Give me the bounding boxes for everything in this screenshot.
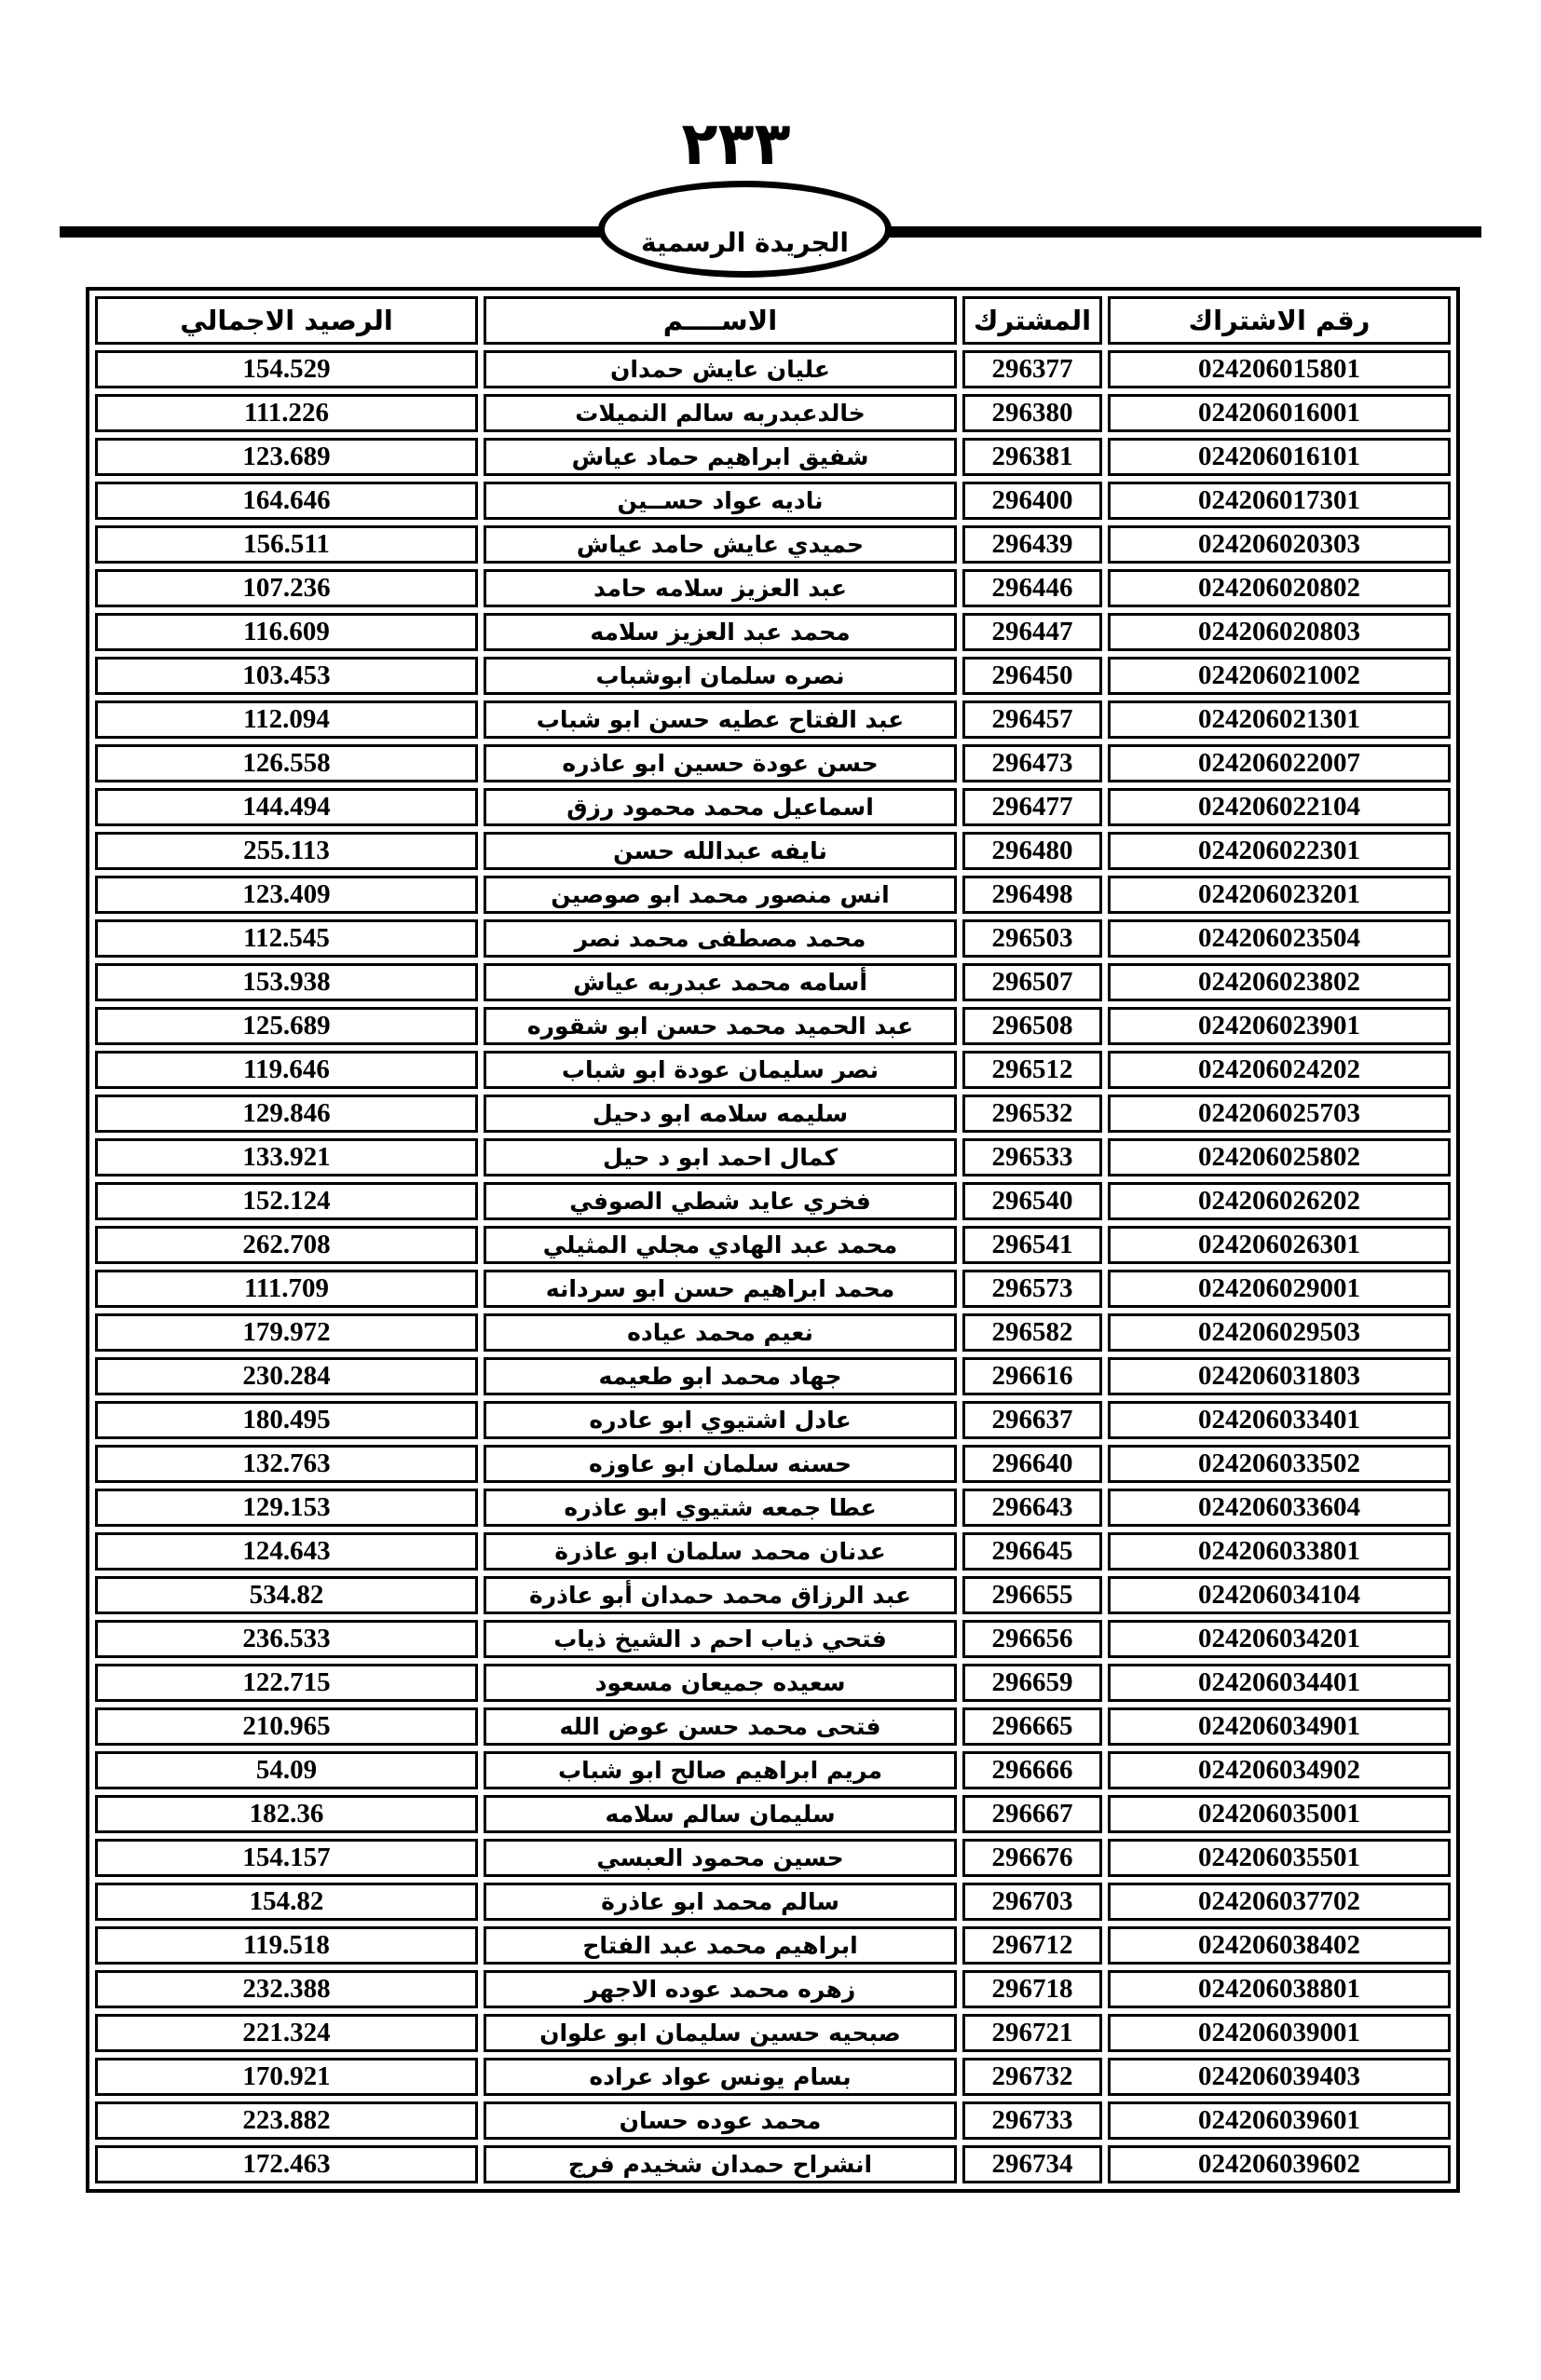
- cell-subscriber: 296655: [962, 1576, 1102, 1614]
- cell-subscription-no: 024206033502: [1108, 1445, 1451, 1483]
- table-row: [95, 394, 1451, 432]
- cell-name: سليمه سلامه ابو دحيل: [484, 1095, 957, 1133]
- cell-name: انس منصور محمد ابو صوصين: [484, 876, 957, 914]
- cell-subscription-no: 024206024202: [1108, 1051, 1451, 1089]
- cell-total-balance: 152.124: [95, 1182, 478, 1220]
- cell-total-balance: 170.921: [95, 2058, 478, 2096]
- table-row: [95, 832, 1451, 870]
- cell-total-balance: 103.453: [95, 657, 478, 695]
- cell-subscriber: 296541: [962, 1226, 1102, 1264]
- cell-total-balance: 154.157: [95, 1839, 478, 1877]
- cell-total-balance: 124.643: [95, 1532, 478, 1571]
- cell-name: فخري عايد شطي الصوفي: [484, 1182, 957, 1220]
- table-row: [95, 2145, 1451, 2183]
- cell-subscriber: 296645: [962, 1532, 1102, 1571]
- table-row: [95, 919, 1451, 958]
- cell-name: عبد الحميد محمد حسن ابو شقوره: [484, 1007, 957, 1045]
- cell-subscriber: 296637: [962, 1401, 1102, 1439]
- cell-name: خالدعبدربه سالم النميلات: [484, 394, 957, 432]
- table-row: [95, 613, 1451, 651]
- cell-subscriber: 296507: [962, 963, 1102, 1001]
- cell-name: حسنه سلمان ابو عاوزه: [484, 1445, 957, 1483]
- table-row: [95, 2058, 1451, 2096]
- header-total-balance: الرصيد الاجمالي: [95, 296, 478, 345]
- cell-total-balance: 111.226: [95, 394, 478, 432]
- cell-name: عبد العزيز سلامه حامد: [484, 569, 957, 607]
- cell-subscription-no: 024206038402: [1108, 1926, 1451, 1965]
- cell-total-balance: 255.113: [95, 832, 478, 870]
- cell-subscriber: 296447: [962, 613, 1102, 651]
- cell-subscriber: 296666: [962, 1751, 1102, 1789]
- table-row: [95, 1226, 1451, 1264]
- cell-subscription-no: 024206025802: [1108, 1138, 1451, 1176]
- cell-subscription-no: 024206020803: [1108, 613, 1451, 651]
- table-row: [95, 1707, 1451, 1746]
- table-row: [95, 1313, 1451, 1352]
- cell-total-balance: 221.324: [95, 2014, 478, 2052]
- cell-subscriber: 296532: [962, 1095, 1102, 1133]
- cell-name: زهره محمد عوده الاجهر: [484, 1970, 957, 2008]
- cell-subscriber: 296656: [962, 1620, 1102, 1658]
- cell-total-balance: 156.511: [95, 525, 478, 564]
- cell-total-balance: 223.882: [95, 2101, 478, 2140]
- cell-subscription-no: 024206039602: [1108, 2145, 1451, 2183]
- cell-name: سالم محمد ابو عاذرة: [484, 1883, 957, 1921]
- table-row: [95, 700, 1451, 739]
- cell-name: عادل اشتيوي ابو عادره: [484, 1401, 957, 1439]
- cell-total-balance: 126.558: [95, 744, 478, 782]
- cell-subscriber: 296512: [962, 1051, 1102, 1089]
- cell-total-balance: 119.518: [95, 1926, 478, 1965]
- cell-name: محمد عوده حسان: [484, 2101, 957, 2140]
- cell-subscription-no: 024206016001: [1108, 394, 1451, 432]
- cell-name: عبد الرزاق محمد حمدان أبو عاذرة: [484, 1576, 957, 1614]
- cell-subscriber: 296446: [962, 569, 1102, 607]
- table-row: [95, 963, 1451, 1001]
- table-row: [95, 569, 1451, 607]
- header-name: الاســــم: [484, 296, 957, 345]
- cell-total-balance: 107.236: [95, 569, 478, 607]
- table-row: [95, 657, 1451, 695]
- cell-name: أسامه محمد عبدربه عياش: [484, 963, 957, 1001]
- cell-subscription-no: 024206020303: [1108, 525, 1451, 564]
- table-row: [95, 1576, 1451, 1614]
- cell-subscriber: 296503: [962, 919, 1102, 958]
- cell-total-balance: 112.094: [95, 700, 478, 739]
- cell-subscription-no: 024206034401: [1108, 1664, 1451, 1702]
- cell-total-balance: 182.36: [95, 1795, 478, 1833]
- cell-total-balance: 129.153: [95, 1489, 478, 1527]
- header-subscription-no: رقم الاشتراك: [1108, 296, 1451, 345]
- table-row: [95, 1095, 1451, 1133]
- cell-subscriber: 296676: [962, 1839, 1102, 1877]
- cell-subscription-no: 024206035501: [1108, 1839, 1451, 1877]
- cell-subscriber: 296457: [962, 700, 1102, 739]
- cell-total-balance: 111.709: [95, 1270, 478, 1308]
- subscriptions-table: [86, 287, 1460, 2193]
- table-row: [95, 438, 1451, 476]
- cell-subscriber: 296659: [962, 1664, 1102, 1702]
- cell-name: محمد ابراهيم حسن ابو سردانه: [484, 1270, 957, 1308]
- cell-total-balance: 123.689: [95, 438, 478, 476]
- cell-total-balance: 125.689: [95, 1007, 478, 1045]
- cell-subscription-no: 024206022104: [1108, 788, 1451, 826]
- table-row: [95, 744, 1451, 782]
- cell-subscriber: 296643: [962, 1489, 1102, 1527]
- cell-subscriber: 296439: [962, 525, 1102, 564]
- cell-subscriber: 296477: [962, 788, 1102, 826]
- cell-name: ناديه عواد حســين: [484, 482, 957, 520]
- cell-name: صبحيه حسين سليمان ابو علوان: [484, 2014, 957, 2052]
- cell-total-balance: 54.09: [95, 1751, 478, 1789]
- table-row: [95, 1795, 1451, 1833]
- cell-name: عبد الفتاح عطيه حسن ابو شباب: [484, 700, 957, 739]
- cell-name: شفيق ابراهيم حماد عياش: [484, 438, 957, 476]
- table-row: [95, 1007, 1451, 1045]
- cell-total-balance: 172.463: [95, 2145, 478, 2183]
- cell-total-balance: 179.972: [95, 1313, 478, 1352]
- cell-total-balance: 534.82: [95, 1576, 478, 1614]
- cell-total-balance: 112.545: [95, 919, 478, 958]
- cell-subscription-no: 024206031803: [1108, 1357, 1451, 1395]
- table-header-row: [95, 296, 1451, 345]
- cell-subscription-no: 024206015801: [1108, 350, 1451, 388]
- cell-subscription-no: 024206023504: [1108, 919, 1451, 958]
- cell-name: مريم ابراهيم صالح ابو شباب: [484, 1751, 957, 1789]
- cell-subscriber: 296667: [962, 1795, 1102, 1833]
- table-row: [95, 1489, 1451, 1527]
- cell-total-balance: 232.388: [95, 1970, 478, 2008]
- cell-subscriber: 296582: [962, 1313, 1102, 1352]
- cell-total-balance: 123.409: [95, 876, 478, 914]
- cell-subscription-no: 024206021301: [1108, 700, 1451, 739]
- cell-total-balance: 230.284: [95, 1357, 478, 1395]
- cell-name: فتحى محمد حسن عوض الله: [484, 1707, 957, 1746]
- table-row: [95, 525, 1451, 564]
- cell-subscription-no: 024206021002: [1108, 657, 1451, 695]
- cell-subscription-no: 024206035001: [1108, 1795, 1451, 1833]
- cell-name: نايفه عبدالله حسن: [484, 832, 957, 870]
- cell-total-balance: 262.708: [95, 1226, 478, 1264]
- cell-name: سليمان سالم سلامه: [484, 1795, 957, 1833]
- cell-name: حسين محمود العبسي: [484, 1839, 957, 1877]
- cell-name: اسماعيل محمد محمود رزق: [484, 788, 957, 826]
- cell-name: بسام يونس عواد عراده: [484, 2058, 957, 2096]
- table-row: [95, 1051, 1451, 1089]
- cell-name: عطا جمعه شتيوي ابو عاذره: [484, 1489, 957, 1527]
- cell-name: حميدي عايش حامد عياش: [484, 525, 957, 564]
- cell-total-balance: 116.609: [95, 613, 478, 651]
- cell-subscription-no: 024206029503: [1108, 1313, 1451, 1352]
- cell-subscription-no: 024206023901: [1108, 1007, 1451, 1045]
- cell-name: نصر سليمان عودة ابو شباب: [484, 1051, 957, 1089]
- cell-subscriber: 296640: [962, 1445, 1102, 1483]
- cell-subscriber: 296733: [962, 2101, 1102, 2140]
- cell-subscriber: 296573: [962, 1270, 1102, 1308]
- cell-total-balance: 119.646: [95, 1051, 478, 1089]
- cell-subscription-no: 024206022007: [1108, 744, 1451, 782]
- cell-subscription-no: 024206037702: [1108, 1883, 1451, 1921]
- cell-name: عدنان محمد سلمان ابو عاذرة: [484, 1532, 957, 1571]
- cell-subscriber: 296718: [962, 1970, 1102, 2008]
- table-row: [95, 1970, 1451, 2008]
- cell-name: سعيده جميعان مسعود: [484, 1664, 957, 1702]
- cell-subscriber: 296721: [962, 2014, 1102, 2052]
- cell-subscription-no: 024206020802: [1108, 569, 1451, 607]
- table-row: [95, 1620, 1451, 1658]
- cell-subscriber: 296703: [962, 1883, 1102, 1921]
- cell-name: محمد عبد العزيز سلامه: [484, 613, 957, 651]
- cell-subscription-no: 024206039601: [1108, 2101, 1451, 2140]
- cell-subscription-no: 024206034104: [1108, 1576, 1451, 1614]
- cell-subscription-no: 024206039001: [1108, 2014, 1451, 2052]
- table-row: [95, 1839, 1451, 1877]
- table-row: [95, 2101, 1451, 2140]
- cell-subscription-no: 024206038801: [1108, 1970, 1451, 2008]
- cell-subscriber: 296712: [962, 1926, 1102, 1965]
- cell-name: محمد مصطفى محمد نصر: [484, 919, 957, 958]
- table-row: [95, 482, 1451, 520]
- cell-total-balance: 132.763: [95, 1445, 478, 1483]
- table-row: [95, 876, 1451, 914]
- cell-subscription-no: 024206023802: [1108, 963, 1451, 1001]
- gazette-title: الجريدة الرسمية: [641, 227, 849, 258]
- table-row: [95, 1182, 1451, 1220]
- table-row: [95, 350, 1451, 388]
- cell-subscription-no: 024206034901: [1108, 1707, 1451, 1746]
- cell-subscription-no: 024206025703: [1108, 1095, 1451, 1133]
- table-row: [95, 1926, 1451, 1965]
- page-number: ٢٣٣: [681, 110, 791, 179]
- cell-subscription-no: 024206033401: [1108, 1401, 1451, 1439]
- cell-subscriber: 296665: [962, 1707, 1102, 1746]
- table-row: [95, 1138, 1451, 1176]
- cell-subscription-no: 024206016101: [1108, 438, 1451, 476]
- cell-subscriber: 296732: [962, 2058, 1102, 2096]
- cell-subscription-no: 024206026301: [1108, 1226, 1451, 1264]
- cell-subscription-no: 024206026202: [1108, 1182, 1451, 1220]
- cell-subscription-no: 024206023201: [1108, 876, 1451, 914]
- table-row: [95, 1357, 1451, 1395]
- cell-name: جهاد محمد ابو طعيمه: [484, 1357, 957, 1395]
- cell-name: عليان عايش حمدان: [484, 350, 957, 388]
- table-row: [95, 1532, 1451, 1571]
- cell-subscriber: 296381: [962, 438, 1102, 476]
- gazette-title-oval: [598, 181, 892, 278]
- cell-total-balance: 144.494: [95, 788, 478, 826]
- cell-name: كمال احمد ابو د حيل: [484, 1138, 957, 1176]
- cell-subscriber: 296498: [962, 876, 1102, 914]
- cell-total-balance: 153.938: [95, 963, 478, 1001]
- table-row: [95, 788, 1451, 826]
- cell-total-balance: 210.965: [95, 1707, 478, 1746]
- table-row: [95, 1883, 1451, 1921]
- cell-total-balance: 122.715: [95, 1664, 478, 1702]
- cell-subscriber: 296508: [962, 1007, 1102, 1045]
- table-row: [95, 2014, 1451, 2052]
- cell-subscription-no: 024206029001: [1108, 1270, 1451, 1308]
- table-row: [95, 1270, 1451, 1308]
- cell-subscriber: 296400: [962, 482, 1102, 520]
- cell-subscriber: 296377: [962, 350, 1102, 388]
- table-row: [95, 1445, 1451, 1483]
- cell-name: فتحي ذياب احم د الشيخ ذياب: [484, 1620, 957, 1658]
- cell-name: حسن عودة حسين ابو عاذره: [484, 744, 957, 782]
- cell-subscriber: 296734: [962, 2145, 1102, 2183]
- cell-subscription-no: 024206034201: [1108, 1620, 1451, 1658]
- cell-total-balance: 236.533: [95, 1620, 478, 1658]
- cell-subscriber: 296616: [962, 1357, 1102, 1395]
- cell-total-balance: 154.82: [95, 1883, 478, 1921]
- table-row: [95, 1401, 1451, 1439]
- cell-total-balance: 154.529: [95, 350, 478, 388]
- cell-total-balance: 164.646: [95, 482, 478, 520]
- cell-subscriber: 296450: [962, 657, 1102, 695]
- cell-name: ابراهيم محمد عبد الفتاح: [484, 1926, 957, 1965]
- cell-subscriber: 296480: [962, 832, 1102, 870]
- cell-subscription-no: 024206033801: [1108, 1532, 1451, 1571]
- cell-name: نصره سلمان ابوشباب: [484, 657, 957, 695]
- cell-subscription-no: 024206034902: [1108, 1751, 1451, 1789]
- cell-total-balance: 133.921: [95, 1138, 478, 1176]
- cell-subscriber: 296380: [962, 394, 1102, 432]
- cell-subscriber: 296473: [962, 744, 1102, 782]
- cell-subscription-no: 024206033604: [1108, 1489, 1451, 1527]
- cell-total-balance: 180.495: [95, 1401, 478, 1439]
- cell-name: محمد عبد الهادي مجلي المثيلي: [484, 1226, 957, 1264]
- cell-name: نعيم محمد عياده: [484, 1313, 957, 1352]
- cell-subscription-no: 024206039403: [1108, 2058, 1451, 2096]
- table-row: [95, 1751, 1451, 1789]
- cell-subscriber: 296540: [962, 1182, 1102, 1220]
- cell-subscriber: 296533: [962, 1138, 1102, 1176]
- cell-subscription-no: 024206022301: [1108, 832, 1451, 870]
- cell-name: انشراح حمدان شخيدم فرج: [484, 2145, 957, 2183]
- table-row: [95, 1664, 1451, 1702]
- header-subscriber: المشترك: [962, 296, 1102, 345]
- cell-total-balance: 129.846: [95, 1095, 478, 1133]
- cell-subscription-no: 024206017301: [1108, 482, 1451, 520]
